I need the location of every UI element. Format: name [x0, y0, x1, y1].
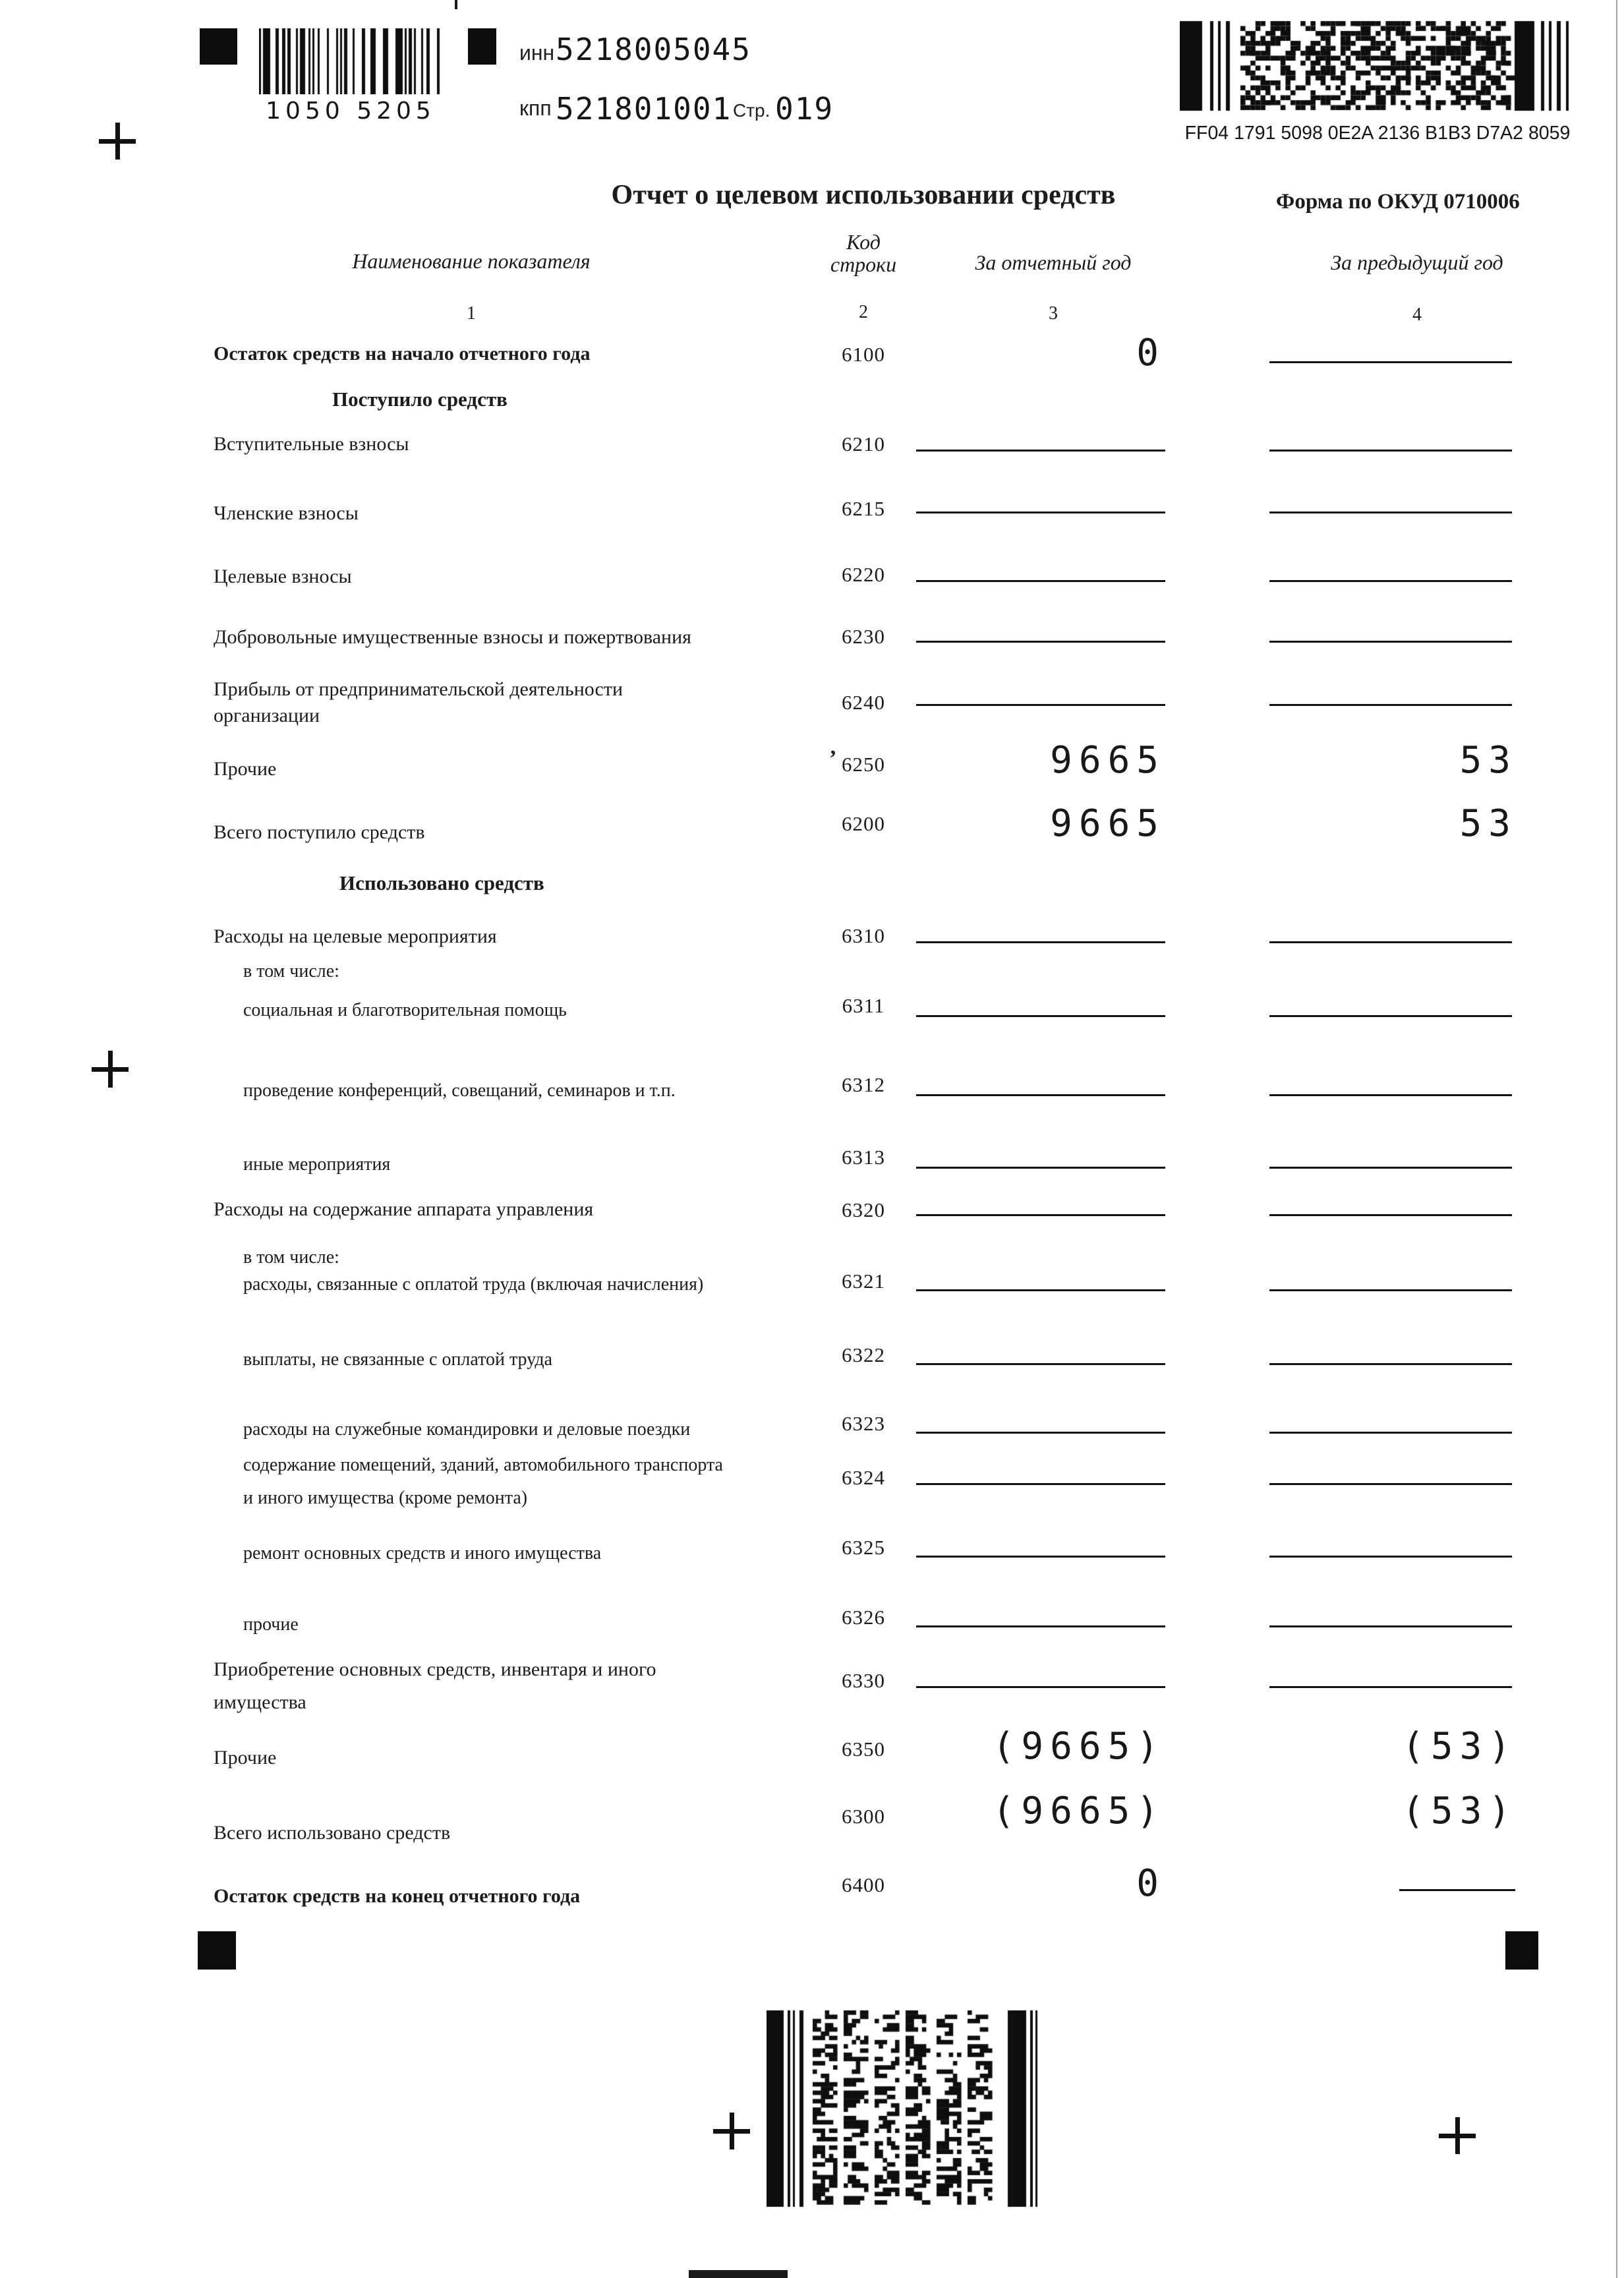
row-code-6313: 6313 [842, 1146, 885, 1169]
scan-noise-mark: ’ [829, 746, 837, 771]
column-header-reporting-year: За отчетный год [975, 250, 1132, 274]
row-6200-col4-value: 53 [1459, 802, 1517, 845]
row-label-6200 [214, 820, 425, 845]
section-header: Использовано средств [339, 871, 544, 894]
registration-square-bottom-right [1505, 1931, 1538, 1970]
row-label-line: Прибыль от предпринимательской деятельности [214, 678, 624, 700]
row-code-6322: 6322 [842, 1343, 885, 1366]
row-subnote: в том числе: [243, 1247, 339, 1268]
row-label-6350 [214, 1745, 276, 1770]
row-code-6300: 6300 [842, 1805, 885, 1828]
row-6215-col3-blank-line [916, 511, 1165, 513]
scan-artifact-top-tick [455, 0, 457, 9]
row-label-6322 [243, 1347, 552, 1372]
form-linear-barcode [259, 28, 442, 94]
row-label-6300 [214, 1821, 450, 1846]
row-label-6250 [214, 757, 276, 782]
row-label-6330 [214, 1653, 656, 1719]
row-6325-col3-blank-line [916, 1556, 1165, 1558]
scan-edge-line [1616, 0, 1617, 2278]
row-code-6250: 6250 [842, 753, 885, 776]
row-6400-col4-blank-line [1399, 1889, 1515, 1891]
row-label-line: ремонт основных средств и иного имущества [243, 1543, 602, 1563]
row-6350-col4-value: (53) [1402, 1725, 1517, 1768]
row-6323-col4-blank-line [1269, 1432, 1512, 1434]
row-6313-col3-blank-line [916, 1167, 1165, 1169]
row-6326-col4-blank-line [1269, 1625, 1512, 1627]
column-header-code-line2: строки [830, 252, 897, 276]
row-6324-col3-blank-line [916, 1483, 1165, 1485]
row-code-6330: 6330 [842, 1669, 885, 1692]
matrix-barcode-caption: FF04 1791 5098 0E2A 2136 B1B3 D7A2 8059 [1184, 123, 1571, 144]
matrix-barcode [1180, 17, 1575, 115]
row-label-line: расходы, связанные с оплатой труда (включая начисления) [243, 1274, 704, 1295]
okud-form-code: Форма по ОКУД 0710006 [1276, 190, 1520, 214]
row-6313-col4-blank-line [1269, 1167, 1512, 1169]
registration-cross-middle-left [92, 1051, 129, 1088]
row-label-6100 [214, 341, 591, 366]
row-label-line: иные мероприятия [243, 1154, 391, 1175]
column-number-1: 1 [467, 303, 476, 324]
row-label-6313 [243, 1152, 390, 1177]
row-6330-col3-blank-line [916, 1686, 1165, 1688]
row-label-6320 [214, 1197, 593, 1222]
row-label-line: Всего поступило средств [214, 821, 425, 843]
row-code-6230: 6230 [842, 625, 885, 648]
row-6100-col3-value: 0 [1136, 332, 1165, 374]
row-6215-col4-blank-line [1269, 511, 1512, 513]
registration-square-top-left-2 [468, 28, 496, 65]
row-6220-col4-blank-line [1269, 580, 1512, 582]
row-6100-col4-blank-line [1269, 361, 1512, 363]
row-label-line: Вступительные взносы [214, 433, 409, 455]
row-6210-col3-blank-line [916, 450, 1165, 452]
row-label-6323 [243, 1417, 690, 1442]
row-code-6326: 6326 [842, 1606, 885, 1629]
page-number-label: Стр. [733, 100, 770, 121]
row-code-6320: 6320 [842, 1198, 885, 1221]
row-6323-col3-blank-line [916, 1432, 1165, 1434]
inn-label: инн [519, 41, 555, 65]
row-code-6312: 6312 [842, 1073, 885, 1096]
row-6310-col4-blank-line [1269, 941, 1512, 943]
row-label-line: Остаток средств на начало отчетного года [214, 343, 591, 365]
form-barcode-caption: 1050 5205 [266, 98, 436, 125]
row-label-6230 [214, 625, 691, 650]
row-6322-col3-blank-line [916, 1363, 1165, 1365]
row-6326-col3-blank-line [916, 1625, 1165, 1627]
row-6250-col4-value: 53 [1459, 739, 1517, 782]
column-number-4: 4 [1412, 305, 1422, 325]
row-6400-col3-value: 0 [1136, 1862, 1165, 1905]
row-label-6210 [214, 432, 409, 457]
row-6311-col4-blank-line [1269, 1015, 1512, 1017]
row-6350-col3-value: (9665) [992, 1725, 1165, 1768]
row-label-line: и иного имущества (кроме ремонта) [243, 1488, 528, 1508]
row-6240-col3-blank-line [916, 704, 1165, 706]
row-label-6311 [243, 998, 567, 1023]
kpp-label: кпп [519, 96, 552, 120]
row-label-line: Расходы на содержание аппарата управления [214, 1198, 594, 1220]
row-label-line: социальная и благотворительная помощь [243, 1000, 567, 1020]
row-6321-col4-blank-line [1269, 1289, 1512, 1291]
row-code-6325: 6325 [842, 1536, 885, 1559]
row-subnote: в том числе: [243, 961, 339, 981]
row-code-6215: 6215 [842, 497, 885, 520]
row-label-line: Целевые взносы [214, 566, 352, 587]
row-6320-col4-blank-line [1269, 1214, 1512, 1216]
row-label-line: организации [214, 705, 320, 726]
page-number-value: 019 [775, 91, 834, 127]
row-6320-col3-blank-line [916, 1214, 1165, 1216]
row-code-6323: 6323 [842, 1412, 885, 1435]
inn-value: 5218005045 [556, 32, 751, 67]
row-6230-col3-blank-line [916, 641, 1165, 643]
row-6230-col4-blank-line [1269, 641, 1512, 643]
registration-cross-bottom-left [713, 2113, 750, 2149]
row-code-6311: 6311 [842, 994, 885, 1017]
registration-cross-bottom-right [1439, 2117, 1476, 2154]
row-6310-col3-blank-line [916, 941, 1165, 943]
row-label-line: Членские взносы [214, 502, 359, 524]
row-label-6220 [214, 564, 352, 589]
section-header: Поступило средств [332, 388, 508, 411]
row-label-line: имущества [214, 1691, 306, 1713]
row-label-line: Добровольные имущественные взносы и пожертвования [214, 626, 691, 648]
row-6330-col4-blank-line [1269, 1686, 1512, 1688]
row-label-line: Остаток средств на конец отчетного года [214, 1885, 581, 1907]
row-label-line: расходы на служебные командировки и деловые поездки [243, 1419, 691, 1440]
row-6250-col3-value: 9665 [1050, 739, 1165, 782]
row-6311-col3-blank-line [916, 1015, 1165, 1017]
row-6312-col3-blank-line [916, 1094, 1165, 1096]
row-6240-col4-blank-line [1269, 704, 1512, 706]
column-header-code [821, 231, 906, 276]
row-label-line: содержание помещений, зданий, автомобильного транспорта [243, 1455, 723, 1475]
row-6324-col4-blank-line [1269, 1483, 1512, 1485]
row-label-line: выплаты, не связанные с оплатой труда [243, 1349, 553, 1370]
column-header-name: Наименование показателя [352, 249, 591, 273]
row-6300-col3-value: (9665) [992, 1790, 1165, 1832]
row-6321-col3-blank-line [916, 1289, 1165, 1291]
registration-square-bottom-left [198, 1931, 236, 1970]
row-code-6100: 6100 [842, 343, 885, 366]
row-6312-col4-blank-line [1269, 1094, 1512, 1096]
row-6220-col3-blank-line [916, 580, 1165, 582]
row-label-line: Всего использовано средств [214, 1822, 451, 1844]
row-code-6240: 6240 [842, 691, 885, 714]
row-label-6321 [243, 1272, 703, 1297]
row-label-6324 [243, 1449, 723, 1515]
row-6300-col4-value: (53) [1402, 1790, 1517, 1832]
column-number-3: 3 [1049, 303, 1058, 324]
row-code-6310: 6310 [842, 924, 885, 947]
row-code-6321: 6321 [842, 1270, 885, 1293]
row-label-6215 [214, 501, 359, 526]
row-label-6240 [214, 676, 623, 729]
pdf417-barcode [767, 2008, 1041, 2209]
registration-cross-top-left [99, 123, 136, 160]
column-number-2: 2 [859, 302, 868, 322]
row-code-6220: 6220 [842, 563, 885, 586]
row-label-6400 [214, 1884, 580, 1909]
row-code-6210: 6210 [842, 432, 885, 455]
row-6210-col4-blank-line [1269, 450, 1512, 452]
row-label-line: Приобретение основных средств, инвентаря и иного [214, 1658, 656, 1680]
row-label-line: Прочие [214, 758, 277, 780]
row-6325-col4-blank-line [1269, 1556, 1512, 1558]
row-label-6310 [214, 924, 497, 949]
column-header-previous-year: За предыдущий год [1331, 250, 1503, 274]
row-label-line: прочие [243, 1614, 299, 1635]
row-code-6200: 6200 [842, 812, 885, 835]
row-code-6324: 6324 [842, 1466, 885, 1489]
form-title: Отчет о целевом использовании средств [611, 180, 1116, 210]
registration-square-top-left [200, 28, 237, 65]
row-label-line: Расходы на целевые мероприятия [214, 925, 497, 947]
row-6322-col4-blank-line [1269, 1363, 1512, 1365]
kpp-value: 521801001 [556, 91, 732, 127]
row-label-line: Прочие [214, 1747, 277, 1768]
row-label-6312 [243, 1078, 676, 1103]
scan-artifact-bottom-streak [689, 2270, 788, 2278]
row-code-6350: 6350 [842, 1738, 885, 1761]
row-label-6325 [243, 1541, 601, 1566]
row-6200-col3-value: 9665 [1050, 802, 1165, 845]
row-code-6400: 6400 [842, 1873, 885, 1896]
row-label-line: проведение конференций, совещаний, семинаров и т.п. [243, 1080, 676, 1101]
row-label-6326 [243, 1612, 299, 1637]
column-header-code-line1: Код [846, 230, 881, 254]
